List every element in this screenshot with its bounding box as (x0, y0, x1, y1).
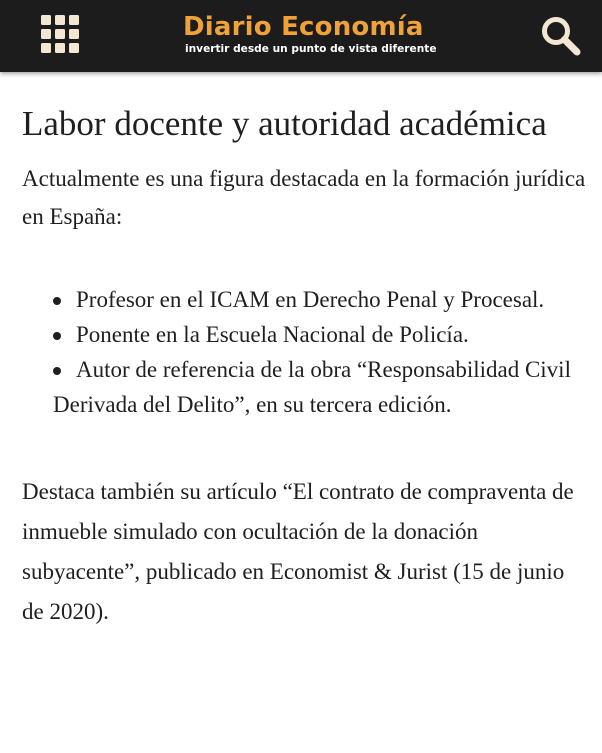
credentials-list (22, 282, 587, 422)
search-icon[interactable] (540, 15, 582, 57)
site-name: Diario Economía (183, 12, 424, 42)
grid-menu-icon[interactable] (40, 14, 80, 54)
list-item (53, 317, 587, 352)
list-item (53, 352, 587, 422)
list-item-text: Ponente en la Escuela Nacional de Policía. (76, 322, 469, 347)
section-heading: Labor docente y autoridad académica (22, 104, 547, 143)
intro-paragraph: Actualmente es una figura destacada en la formación jurídica en España: (22, 166, 586, 229)
list-item-text: Profesor en el ICAM en Derecho Penal y Procesal. (76, 287, 545, 312)
closing-paragraph: Destaca también su artículo “El contrato de compraventa de inmueble simulado con ocultación de la donación subyacente”, publicado en Economist & Jurist (15 de junio de 2020). (22, 479, 574, 624)
list-item-text: Autor de referencia de la obra “Responsabilidad Civil Derivada del Delito”, en su tercera edición. (53, 357, 571, 417)
article-body (22, 102, 587, 632)
top-navigation-bar (0, 0, 602, 72)
site-logo[interactable] (183, 12, 437, 55)
list-item (53, 282, 587, 317)
site-tagline: invertir desde un punto de vista diferente (185, 43, 437, 55)
